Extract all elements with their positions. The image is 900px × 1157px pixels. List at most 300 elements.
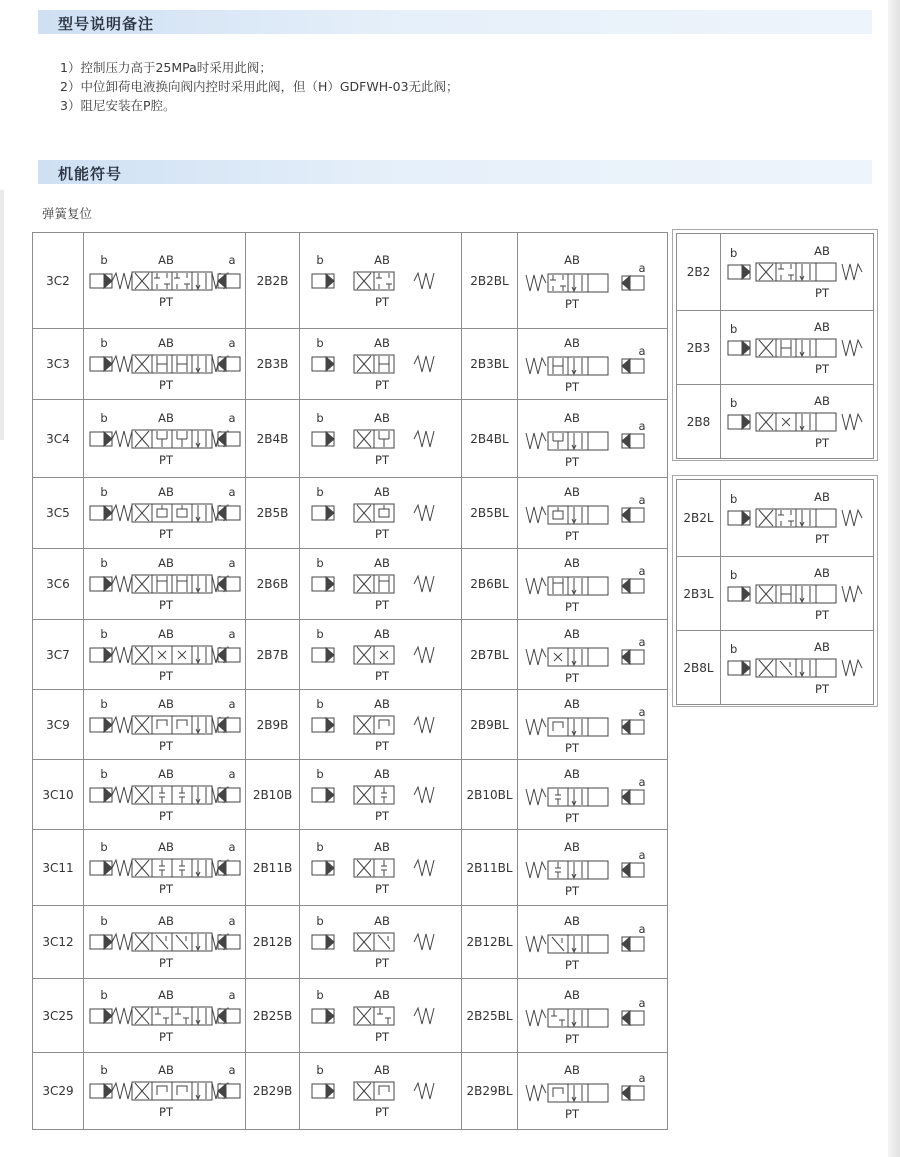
notes-section-header: [38, 10, 872, 34]
valve-symbol-diagram: [302, 911, 460, 973]
port-label-a: a: [227, 556, 236, 570]
valve-position-box: [816, 509, 836, 527]
port-label-ab: AB: [373, 839, 390, 854]
port-label-b: b: [730, 246, 738, 260]
model-code-cell: 2B12B: [246, 906, 300, 979]
valve-symbol-diagram: [722, 241, 872, 303]
valve-symbol-group: [312, 786, 434, 804]
spring-icon: [526, 789, 546, 805]
valve-symbol-group: [90, 1082, 240, 1100]
port-label-pt: PT: [815, 607, 829, 622]
port-label-ab: AB: [157, 410, 174, 425]
valve-symbol-diagram: [302, 837, 460, 899]
valve-position-box: [588, 432, 608, 450]
port-label-pt: PT: [374, 378, 389, 392]
valve-center-box: [152, 1082, 172, 1100]
valve-position-box: [796, 585, 816, 603]
port-label-ab: AB: [157, 485, 174, 499]
model-code-cell: 2B5BL: [462, 478, 518, 549]
symbol-cell: [84, 478, 246, 549]
valve-position-box: [192, 272, 212, 290]
note-item: 2）中位卸荷电液换向阀内控时采用此阀，但（H）GDFWH-03无此阀；: [60, 79, 459, 94]
symbol-cell: [84, 979, 246, 1053]
symbol-cell: [84, 690, 246, 760]
spring-icon: [414, 356, 434, 372]
port-label-b: b: [99, 839, 108, 854]
valve-symbol-group: [526, 274, 644, 292]
valve-center-box: [172, 1007, 192, 1025]
port-label-pt: PT: [565, 670, 579, 685]
valve-symbol-diagram: [722, 637, 872, 699]
model-code-cell: 2B3L: [677, 557, 721, 631]
valve-symbol-diagram: [86, 694, 244, 756]
valve-symbol-diagram: [86, 482, 244, 544]
valve-symbol-group: [728, 339, 862, 357]
port-label-b: b: [99, 252, 108, 267]
model-code-cell: 2B6BL: [462, 549, 518, 620]
valve-position-box: [588, 1084, 608, 1102]
port-label-pt: PT: [565, 529, 579, 543]
valve-position-box: [192, 1082, 212, 1100]
port-label-b: b: [99, 410, 108, 425]
port-label-pt: PT: [565, 1107, 579, 1121]
valve-symbol-diagram: [518, 1060, 668, 1122]
note-item: 3）阻尼安装在P腔。: [60, 98, 176, 113]
symbol-cell: [84, 233, 246, 329]
port-label-b: b: [315, 626, 324, 641]
port-label-pt: PT: [158, 668, 173, 683]
valve-center-box: [172, 716, 192, 734]
spring-icon: [526, 1010, 546, 1026]
spring-icon: [842, 660, 862, 676]
symbol-cell: [84, 620, 246, 690]
valve-symbol-group: [90, 646, 240, 664]
model-code-cell: 3C25: [33, 979, 84, 1053]
valve-symbol-group: [526, 506, 644, 524]
model-code-cell: 2B7B: [246, 620, 300, 690]
port-label-a: a: [227, 1063, 236, 1077]
model-code-cell: 3C9: [33, 690, 84, 760]
symbol-cell: [518, 400, 668, 478]
symbol-cell: [84, 1053, 246, 1130]
port-label-a: a: [638, 493, 646, 507]
spring-icon: [112, 431, 132, 447]
port-label-ab: AB: [157, 839, 174, 854]
valve-center-box: [374, 575, 394, 593]
table-row: [677, 631, 874, 705]
table-row: [33, 979, 668, 1053]
port-label-b: b: [730, 567, 738, 582]
spring-icon: [112, 576, 132, 592]
table-row: [33, 1053, 668, 1130]
valve-position-box: [568, 648, 588, 666]
port-label-ab: AB: [814, 490, 830, 504]
model-code-cell: 2B11B: [246, 830, 300, 906]
valve-position-box: [568, 1084, 588, 1102]
port-label-ab: AB: [564, 696, 580, 711]
port-label-a: a: [638, 260, 646, 275]
port-label-pt: PT: [374, 808, 389, 823]
note-item: 1）控制压力高于25MPa时采用此阀；: [60, 60, 272, 75]
table-row: [33, 478, 668, 549]
notes-list: [60, 58, 459, 115]
valve-symbol-group: [728, 585, 862, 603]
valve-symbol-diagram: [518, 408, 668, 470]
spring-icon: [526, 862, 546, 878]
port-label-pt: PT: [158, 1105, 173, 1119]
model-code-cell: 2B6B: [246, 549, 300, 620]
model-code-cell: 2B29BL: [462, 1053, 518, 1130]
spring-icon: [112, 273, 132, 289]
port-label-ab: AB: [373, 410, 390, 425]
port-label-ab: AB: [564, 556, 580, 570]
port-label-a: a: [227, 839, 236, 854]
port-label-ab: AB: [157, 1063, 174, 1077]
port-label-a: a: [227, 626, 236, 641]
port-label-pt: PT: [565, 883, 579, 898]
port-label-b: b: [99, 696, 108, 711]
valve-symbol-diagram: [86, 333, 244, 395]
model-code-cell: 2B10B: [246, 760, 300, 830]
valve-position-box: [588, 935, 608, 953]
port-label-ab: AB: [564, 336, 580, 350]
symbols-section-header: [38, 160, 872, 184]
valve-symbol-group: [90, 575, 240, 593]
spring-icon: [414, 647, 434, 663]
symbol-cell: [300, 233, 462, 329]
port-label-pt: PT: [815, 435, 829, 450]
spring-icon: [112, 1008, 132, 1024]
valve-symbol-group: [90, 859, 240, 877]
table-row: [677, 385, 874, 459]
port-label-ab: AB: [373, 626, 390, 641]
valve-position-box: [588, 788, 608, 806]
valve-symbol-diagram: [518, 624, 668, 686]
valve-center-box: [152, 1007, 172, 1025]
valve-position-box: [796, 339, 816, 357]
port-label-b: b: [315, 410, 324, 425]
valve-center-box: [152, 575, 172, 593]
port-label-b: b: [99, 914, 108, 928]
port-label-ab: AB: [373, 1063, 390, 1077]
model-code-cell: 2B2L: [677, 480, 721, 557]
port-label-a: a: [227, 410, 236, 425]
valve-symbol-group: [526, 935, 644, 953]
valve-position-box: [816, 413, 836, 431]
table-row: [677, 557, 874, 631]
port-label-b: b: [99, 485, 108, 499]
valve-symbol-diagram: [722, 317, 872, 379]
port-label-pt: PT: [158, 598, 173, 612]
valve-position-box: [568, 788, 588, 806]
valve-position-box: [816, 263, 836, 281]
valve-center-box: [374, 272, 394, 290]
port-label-a: a: [227, 336, 236, 350]
symbol-cell: [721, 385, 874, 459]
port-label-ab: AB: [814, 393, 830, 408]
valve-position-box: [588, 1009, 608, 1027]
model-code-cell: 2B25BL: [462, 979, 518, 1053]
port-label-b: b: [315, 766, 324, 781]
port-label-pt: PT: [158, 956, 173, 970]
port-label-ab: AB: [373, 914, 390, 928]
valve-position-box: [588, 718, 608, 736]
model-code-cell: 2B3B: [246, 329, 300, 400]
port-label-ab: AB: [564, 914, 580, 928]
port-label-b: b: [315, 556, 324, 570]
port-label-ab: AB: [157, 252, 174, 267]
port-label-a: a: [227, 252, 236, 267]
spring-icon: [112, 787, 132, 803]
spring-icon: [112, 1083, 132, 1099]
valve-symbol-group: [90, 933, 240, 951]
valve-position-box: [568, 506, 588, 524]
port-label-a: a: [638, 344, 646, 358]
model-code-cell: 2B9BL: [462, 690, 518, 760]
valve-symbol-group: [312, 430, 434, 448]
model-code-cell: 2B4B: [246, 400, 300, 478]
port-label-b: b: [99, 626, 108, 641]
valve-position-box: [588, 357, 608, 375]
spring-icon: [112, 647, 132, 663]
model-code-cell: 2B8L: [677, 631, 721, 705]
port-label-pt: PT: [374, 598, 389, 612]
model-code-cell: 3C6: [33, 549, 84, 620]
model-code-cell: 2B3BL: [462, 329, 518, 400]
port-label-ab: AB: [157, 336, 174, 350]
port-label-pt: PT: [158, 738, 173, 753]
valve-symbol-diagram: [518, 911, 668, 973]
table-row: [33, 760, 668, 830]
valve-position-box: [192, 646, 212, 664]
valve-symbol-group: [90, 786, 240, 804]
valve-position-box: [816, 339, 836, 357]
spring-icon: [526, 936, 546, 952]
valve-symbol-group: [312, 933, 434, 951]
symbol-cell: [300, 690, 462, 760]
valve-center-box: [152, 272, 172, 290]
spring-icon: [842, 586, 862, 602]
port-label-pt: PT: [815, 361, 829, 376]
valve-symbol-diagram: [302, 333, 460, 395]
model-code-cell: 3C7: [33, 620, 84, 690]
port-label-ab: AB: [373, 766, 390, 781]
valve-symbol-diagram: [722, 563, 872, 625]
valve-center-box: [374, 716, 394, 734]
port-label-ab: AB: [814, 639, 830, 654]
valve-symbol-diagram: [722, 487, 872, 549]
symbol-cell: [518, 620, 668, 690]
spring-icon: [526, 1085, 546, 1101]
port-label-a: a: [638, 634, 646, 649]
symbol-cell: [84, 329, 246, 400]
table-row: [677, 311, 874, 385]
valve-symbol-group: [90, 430, 240, 448]
port-label-pt: PT: [374, 452, 389, 467]
page-edge-shadow: [888, 0, 900, 1157]
model-code-cell: 2B7BL: [462, 620, 518, 690]
valve-symbol-group: [312, 272, 434, 290]
model-code-cell: 3C12: [33, 906, 84, 979]
port-label-ab: AB: [564, 839, 580, 854]
valve-position-box: [568, 432, 588, 450]
spring-icon: [526, 578, 546, 594]
valve-symbol-group: [312, 716, 434, 734]
port-label-ab: AB: [157, 696, 174, 711]
port-label-b: b: [730, 492, 738, 506]
spring-icon: [842, 414, 862, 430]
port-label-pt: PT: [565, 958, 579, 972]
port-label-pt: PT: [158, 294, 173, 309]
symbol-cell: [300, 400, 462, 478]
port-label-a: a: [227, 987, 236, 1002]
port-label-pt: PT: [815, 286, 829, 300]
port-label-ab: AB: [564, 1063, 580, 1077]
port-label-pt: PT: [158, 452, 173, 467]
valve-symbol-diagram: [86, 985, 244, 1047]
table-row: [33, 329, 668, 400]
port-label-b: b: [315, 252, 324, 267]
symbol-cell: [518, 478, 668, 549]
valve-position-box: [568, 274, 588, 292]
symbol-cell: [300, 830, 462, 906]
valve-symbol-diagram: [302, 482, 460, 544]
model-code-cell: 2B25B: [246, 979, 300, 1053]
symbol-cell: [518, 549, 668, 620]
valve-position-box: [796, 413, 816, 431]
port-label-pt: PT: [565, 810, 579, 825]
valve-symbol-diagram: [302, 553, 460, 615]
port-label-pt: PT: [815, 532, 829, 546]
valve-position-box: [796, 263, 816, 281]
valve-symbol-diagram: [518, 482, 668, 544]
model-code-cell: 2B2B: [246, 233, 300, 329]
valve-position-box: [192, 933, 212, 951]
valve-symbol-group: [526, 1009, 644, 1027]
port-label-ab: AB: [814, 244, 830, 258]
symbol-cell: [300, 329, 462, 400]
symbol-cell: [518, 760, 668, 830]
spring-icon: [842, 264, 862, 280]
port-label-ab: AB: [373, 336, 390, 350]
spring-icon: [414, 1008, 434, 1024]
symbol-cell: [518, 233, 668, 329]
port-label-ab: AB: [564, 252, 580, 267]
valve-symbol-group: [728, 659, 862, 677]
model-code-cell: 3C2: [33, 233, 84, 329]
valve-symbol-group: [526, 788, 644, 806]
valve-center-box: [548, 718, 568, 736]
spring-icon: [112, 356, 132, 372]
valve-center-box: [548, 274, 568, 292]
port-label-ab: AB: [814, 565, 830, 580]
symbol-cell: [721, 234, 874, 311]
port-label-ab: AB: [564, 987, 580, 1002]
main-symbol-table: [32, 232, 668, 1130]
valve-center-box: [548, 1084, 568, 1102]
symbol-cell: [300, 1053, 462, 1130]
model-code-cell: 3C29: [33, 1053, 84, 1130]
symbol-cell: [84, 830, 246, 906]
spring-icon: [414, 934, 434, 950]
valve-position-box: [192, 504, 212, 522]
spring-icon: [112, 934, 132, 950]
port-label-a: a: [638, 418, 646, 433]
port-label-b: b: [730, 395, 738, 410]
valve-symbol-group: [90, 355, 240, 373]
symbol-cell: [721, 557, 874, 631]
valve-symbol-group: [526, 1084, 644, 1102]
spring-icon: [414, 787, 434, 803]
table-row: [33, 233, 668, 329]
model-code-cell: 2B2BL: [462, 233, 518, 329]
symbol-cell: [84, 906, 246, 979]
port-label-ab: AB: [564, 766, 580, 781]
table-row: [677, 480, 874, 557]
port-label-ab: AB: [814, 319, 830, 334]
valve-center-box: [548, 577, 568, 595]
port-label-pt: PT: [565, 380, 579, 394]
symbol-cell: [300, 549, 462, 620]
spring-icon: [526, 275, 546, 291]
port-label-ab: AB: [373, 987, 390, 1002]
port-label-b: b: [99, 987, 108, 1002]
valve-symbol-diagram: [302, 985, 460, 1047]
valve-position-box: [568, 577, 588, 595]
port-label-pt: PT: [565, 740, 579, 755]
valve-symbol-group: [526, 861, 644, 879]
valve-symbol-diagram: [302, 250, 460, 312]
port-label-pt: PT: [374, 668, 389, 683]
valve-symbol-diagram: [86, 553, 244, 615]
valve-symbol-diagram: [86, 1060, 244, 1122]
table-row: [33, 906, 668, 979]
model-code-cell: 2B10BL: [462, 760, 518, 830]
spring-icon: [112, 717, 132, 733]
symbols-section-title: 机能符号: [58, 165, 123, 183]
port-label-b: b: [315, 987, 324, 1002]
valve-symbol-group: [728, 263, 862, 281]
symbol-cell: [300, 979, 462, 1053]
symbol-cell: [84, 760, 246, 830]
valve-symbol-diagram: [302, 1060, 460, 1122]
valve-center-box: [172, 272, 192, 290]
spring-icon: [414, 860, 434, 876]
valve-position-box: [568, 935, 588, 953]
valve-center-box: [776, 509, 796, 527]
valve-position-box: [796, 659, 816, 677]
symbol-cell: [518, 830, 668, 906]
valve-symbol-group: [312, 1007, 434, 1025]
valve-symbol-diagram: [86, 764, 244, 826]
spring-icon: [526, 719, 546, 735]
spring-icon: [526, 507, 546, 523]
port-label-b: b: [315, 336, 324, 350]
side-symbol-table-1: [676, 233, 874, 459]
valve-symbol-group: [90, 716, 240, 734]
port-label-b: b: [99, 1063, 108, 1077]
spring-icon: [526, 433, 546, 449]
valve-symbol-group: [312, 646, 434, 664]
valve-symbol-group: [526, 648, 644, 666]
port-label-pt: PT: [374, 1029, 389, 1044]
port-label-pt: PT: [374, 956, 389, 970]
port-label-a: a: [638, 1071, 646, 1085]
port-label-b: b: [315, 485, 324, 499]
notes-section-title: 型号说明备注: [58, 15, 155, 33]
model-code-cell: 2B2: [677, 234, 721, 311]
valve-position-box: [816, 585, 836, 603]
